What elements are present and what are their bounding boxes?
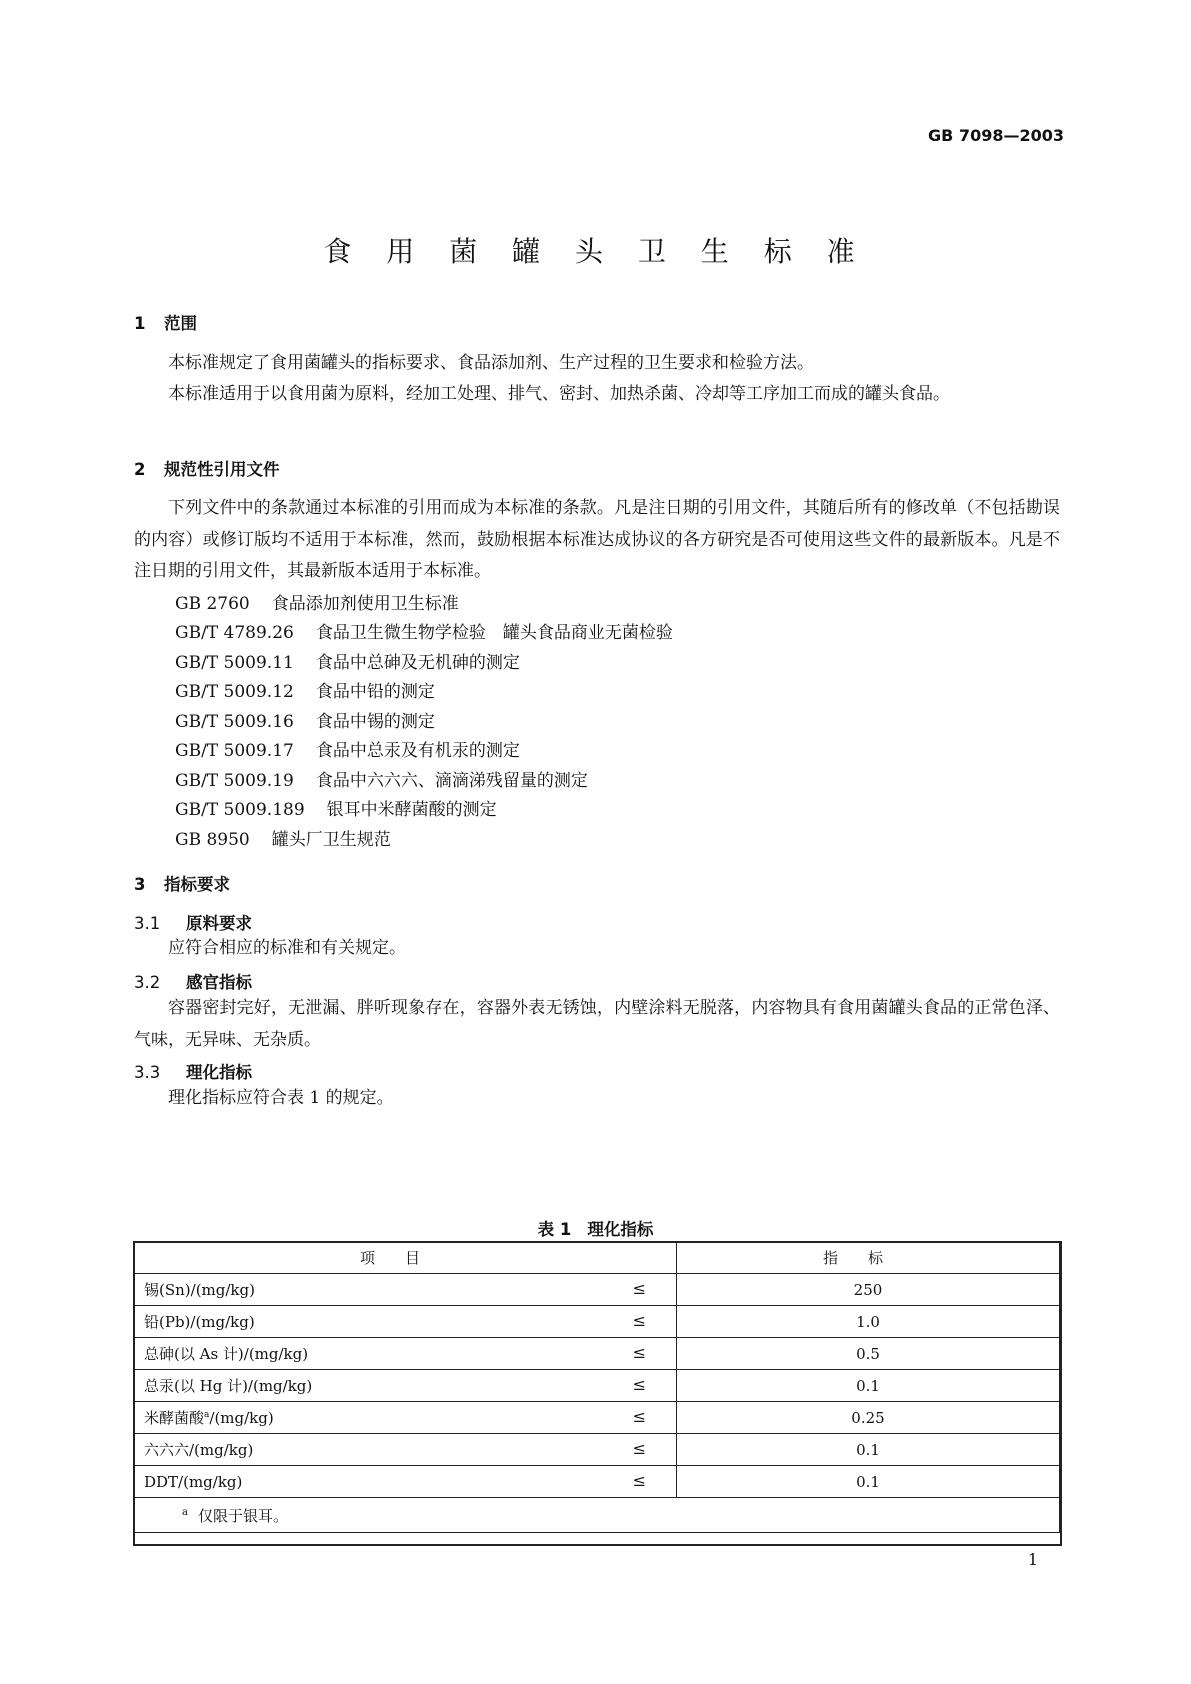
table-row bbox=[134, 1338, 1060, 1370]
reference-item bbox=[175, 648, 520, 673]
item-label: DDT/(mg/kg) bbox=[144, 1472, 243, 1491]
table-row bbox=[134, 1306, 1060, 1338]
column-header-value: 指标 bbox=[677, 1242, 1060, 1274]
reference-title: 食品中六六六、滴滴涕残留量的测定 bbox=[315, 771, 588, 791]
value-cell: 250 bbox=[677, 1274, 1060, 1306]
reference-item bbox=[175, 736, 520, 761]
reference-code: GB/T 5009.12 bbox=[175, 682, 294, 702]
reference-item bbox=[175, 618, 673, 643]
section-1-paragraph-1: 本标准规定了食用菌罐头的指标要求、食品添加剂、生产过程的卫生要求和检验方法。 bbox=[168, 353, 814, 373]
reference-item bbox=[175, 589, 459, 614]
item-cell bbox=[134, 1338, 677, 1370]
table-header-row bbox=[134, 1242, 1060, 1274]
value-cell: 0.25 bbox=[677, 1402, 1060, 1434]
subsection-3-2-heading bbox=[134, 969, 252, 993]
table-row bbox=[134, 1466, 1060, 1498]
subsection-3-3-heading bbox=[134, 1059, 252, 1083]
item-cell bbox=[134, 1370, 677, 1402]
reference-code: GB/T 4789.26 bbox=[175, 623, 294, 643]
item-label: 米酵菌酸 bbox=[144, 1409, 205, 1427]
table-row bbox=[134, 1402, 1060, 1434]
subsection-title: 原料要求 bbox=[186, 914, 252, 933]
footnote-marker: a bbox=[182, 1506, 188, 1518]
item-cell bbox=[134, 1306, 677, 1338]
section-title: 规范性引用文件 bbox=[164, 460, 280, 479]
section-number: 2 bbox=[134, 460, 146, 479]
item-unit: /(mg/kg) bbox=[209, 1409, 274, 1427]
reference-item bbox=[175, 677, 435, 702]
table-row bbox=[134, 1434, 1060, 1466]
less-equal-symbol: ≤ bbox=[632, 1311, 646, 1330]
subsection-title: 感官指标 bbox=[186, 973, 252, 992]
footnote-marker: a bbox=[204, 1410, 210, 1420]
section-3-heading bbox=[134, 871, 230, 895]
table-row bbox=[134, 1274, 1060, 1306]
value-cell: 0.1 bbox=[677, 1466, 1060, 1498]
less-equal-symbol: ≤ bbox=[632, 1343, 646, 1362]
column-header-item: 项目 bbox=[134, 1242, 677, 1274]
reference-title: 食品中总汞及有机汞的测定 bbox=[315, 741, 520, 761]
section-1-heading bbox=[134, 310, 197, 334]
page-title: 食 用 菌 罐 头 卫 生 标 准 bbox=[323, 235, 868, 268]
reference-code: GB/T 5009.189 bbox=[175, 800, 305, 820]
subsection-3-1-heading bbox=[134, 910, 252, 934]
subsection-number: 3.3 bbox=[134, 1063, 161, 1082]
reference-code: GB 8950 bbox=[175, 830, 250, 850]
table-title: 理化指标 bbox=[587, 1220, 654, 1239]
section-title: 指标要求 bbox=[164, 875, 230, 894]
subsection-title: 理化指标 bbox=[186, 1063, 252, 1082]
section-2-heading bbox=[134, 456, 280, 480]
value-cell: 0.5 bbox=[677, 1338, 1060, 1370]
item-label: 六六六/(mg/kg) bbox=[144, 1441, 254, 1459]
item-cell bbox=[134, 1466, 677, 1498]
reference-title: 罐头厂卫生规范 bbox=[271, 830, 391, 850]
table-caption bbox=[0, 1216, 1191, 1240]
page-number: 1 bbox=[1027, 1550, 1038, 1569]
subsection-3-1-text: 应符合相应的标准和有关规定。 bbox=[168, 938, 406, 958]
item-label: 总砷(以 As 计)/(mg/kg) bbox=[144, 1345, 309, 1363]
reference-code: GB/T 5009.17 bbox=[175, 741, 294, 761]
table-number: 表 1 bbox=[537, 1220, 572, 1239]
item-label: 铅(Pb)/(mg/kg) bbox=[144, 1313, 255, 1331]
reference-item bbox=[175, 766, 588, 791]
reference-code: GB/T 5009.19 bbox=[175, 771, 294, 791]
section-number: 3 bbox=[134, 875, 146, 894]
less-equal-symbol: ≤ bbox=[632, 1407, 646, 1426]
footnote-text: 仅限于银耳。 bbox=[197, 1506, 288, 1525]
section-title: 范围 bbox=[164, 314, 197, 333]
spec-table bbox=[133, 1241, 1060, 1533]
reference-title: 食品添加剂使用卫生标准 bbox=[271, 594, 459, 614]
value-cell: 0.1 bbox=[677, 1434, 1060, 1466]
subsection-number: 3.1 bbox=[134, 914, 161, 933]
standard-code: GB 7098—2003 bbox=[928, 126, 1064, 145]
item-cell bbox=[134, 1274, 677, 1306]
less-equal-symbol: ≤ bbox=[632, 1279, 646, 1298]
subsection-3-2-text: 容器密封完好，无泄漏、胖听现象存在，容器外表无锈蚀，内壁涂料无脱落，内容物具有食用菌罐头食品的正常色泽、气味，无异味、无杂质。 bbox=[134, 998, 1060, 1050]
reference-title: 银耳中米酵菌酸的测定 bbox=[326, 800, 497, 820]
table-row bbox=[134, 1370, 1060, 1402]
value-cell: 1.0 bbox=[677, 1306, 1060, 1338]
reference-title: 食品卫生微生物学检验 罐头食品商业无菌检验 bbox=[315, 623, 673, 643]
section-2-paragraph: 下列文件中的条款通过本标准的引用而成为本标准的条款。凡是注日期的引用文件，其随后所有的修改单（不包括勘误的内容）或修订版均不适用于本标准，然而，鼓励根据本标准达成协议的各方研究是否可使用这些文件的最新版本。凡是不注日期的引用文件，其最新版本适用于本标准。 bbox=[134, 498, 1060, 581]
reference-item bbox=[175, 795, 497, 820]
table-footnote bbox=[134, 1498, 1060, 1533]
reference-title: 食品中锡的测定 bbox=[315, 712, 435, 732]
subsection-number: 3.2 bbox=[134, 973, 161, 992]
section-1-paragraph-2: 本标准适用于以食用菌为原料，经加工处理、排气、密封、加热杀菌、冷却等工序加工而成的罐头食品。 bbox=[168, 384, 950, 404]
less-equal-symbol: ≤ bbox=[632, 1375, 646, 1394]
item-cell bbox=[134, 1434, 677, 1466]
section-number: 1 bbox=[134, 314, 146, 333]
table-note-row bbox=[134, 1498, 1060, 1533]
subsection-3-3-text: 理化指标应符合表 1 的规定。 bbox=[168, 1088, 394, 1108]
value-cell: 0.1 bbox=[677, 1370, 1060, 1402]
reference-code: GB 2760 bbox=[175, 594, 250, 614]
item-label: 总汞(以 Hg 计)/(mg/kg) bbox=[144, 1377, 313, 1395]
reference-code: GB/T 5009.16 bbox=[175, 712, 294, 732]
item-cell bbox=[134, 1402, 677, 1434]
less-equal-symbol: ≤ bbox=[632, 1471, 646, 1490]
reference-item bbox=[175, 825, 391, 850]
reference-title: 食品中总砷及无机砷的测定 bbox=[315, 653, 520, 673]
less-equal-symbol: ≤ bbox=[632, 1439, 646, 1458]
reference-code: GB/T 5009.11 bbox=[175, 653, 294, 673]
reference-item bbox=[175, 707, 435, 732]
item-label: 锡(Sn)/(mg/kg) bbox=[144, 1281, 255, 1299]
reference-title: 食品中铅的测定 bbox=[315, 682, 435, 702]
